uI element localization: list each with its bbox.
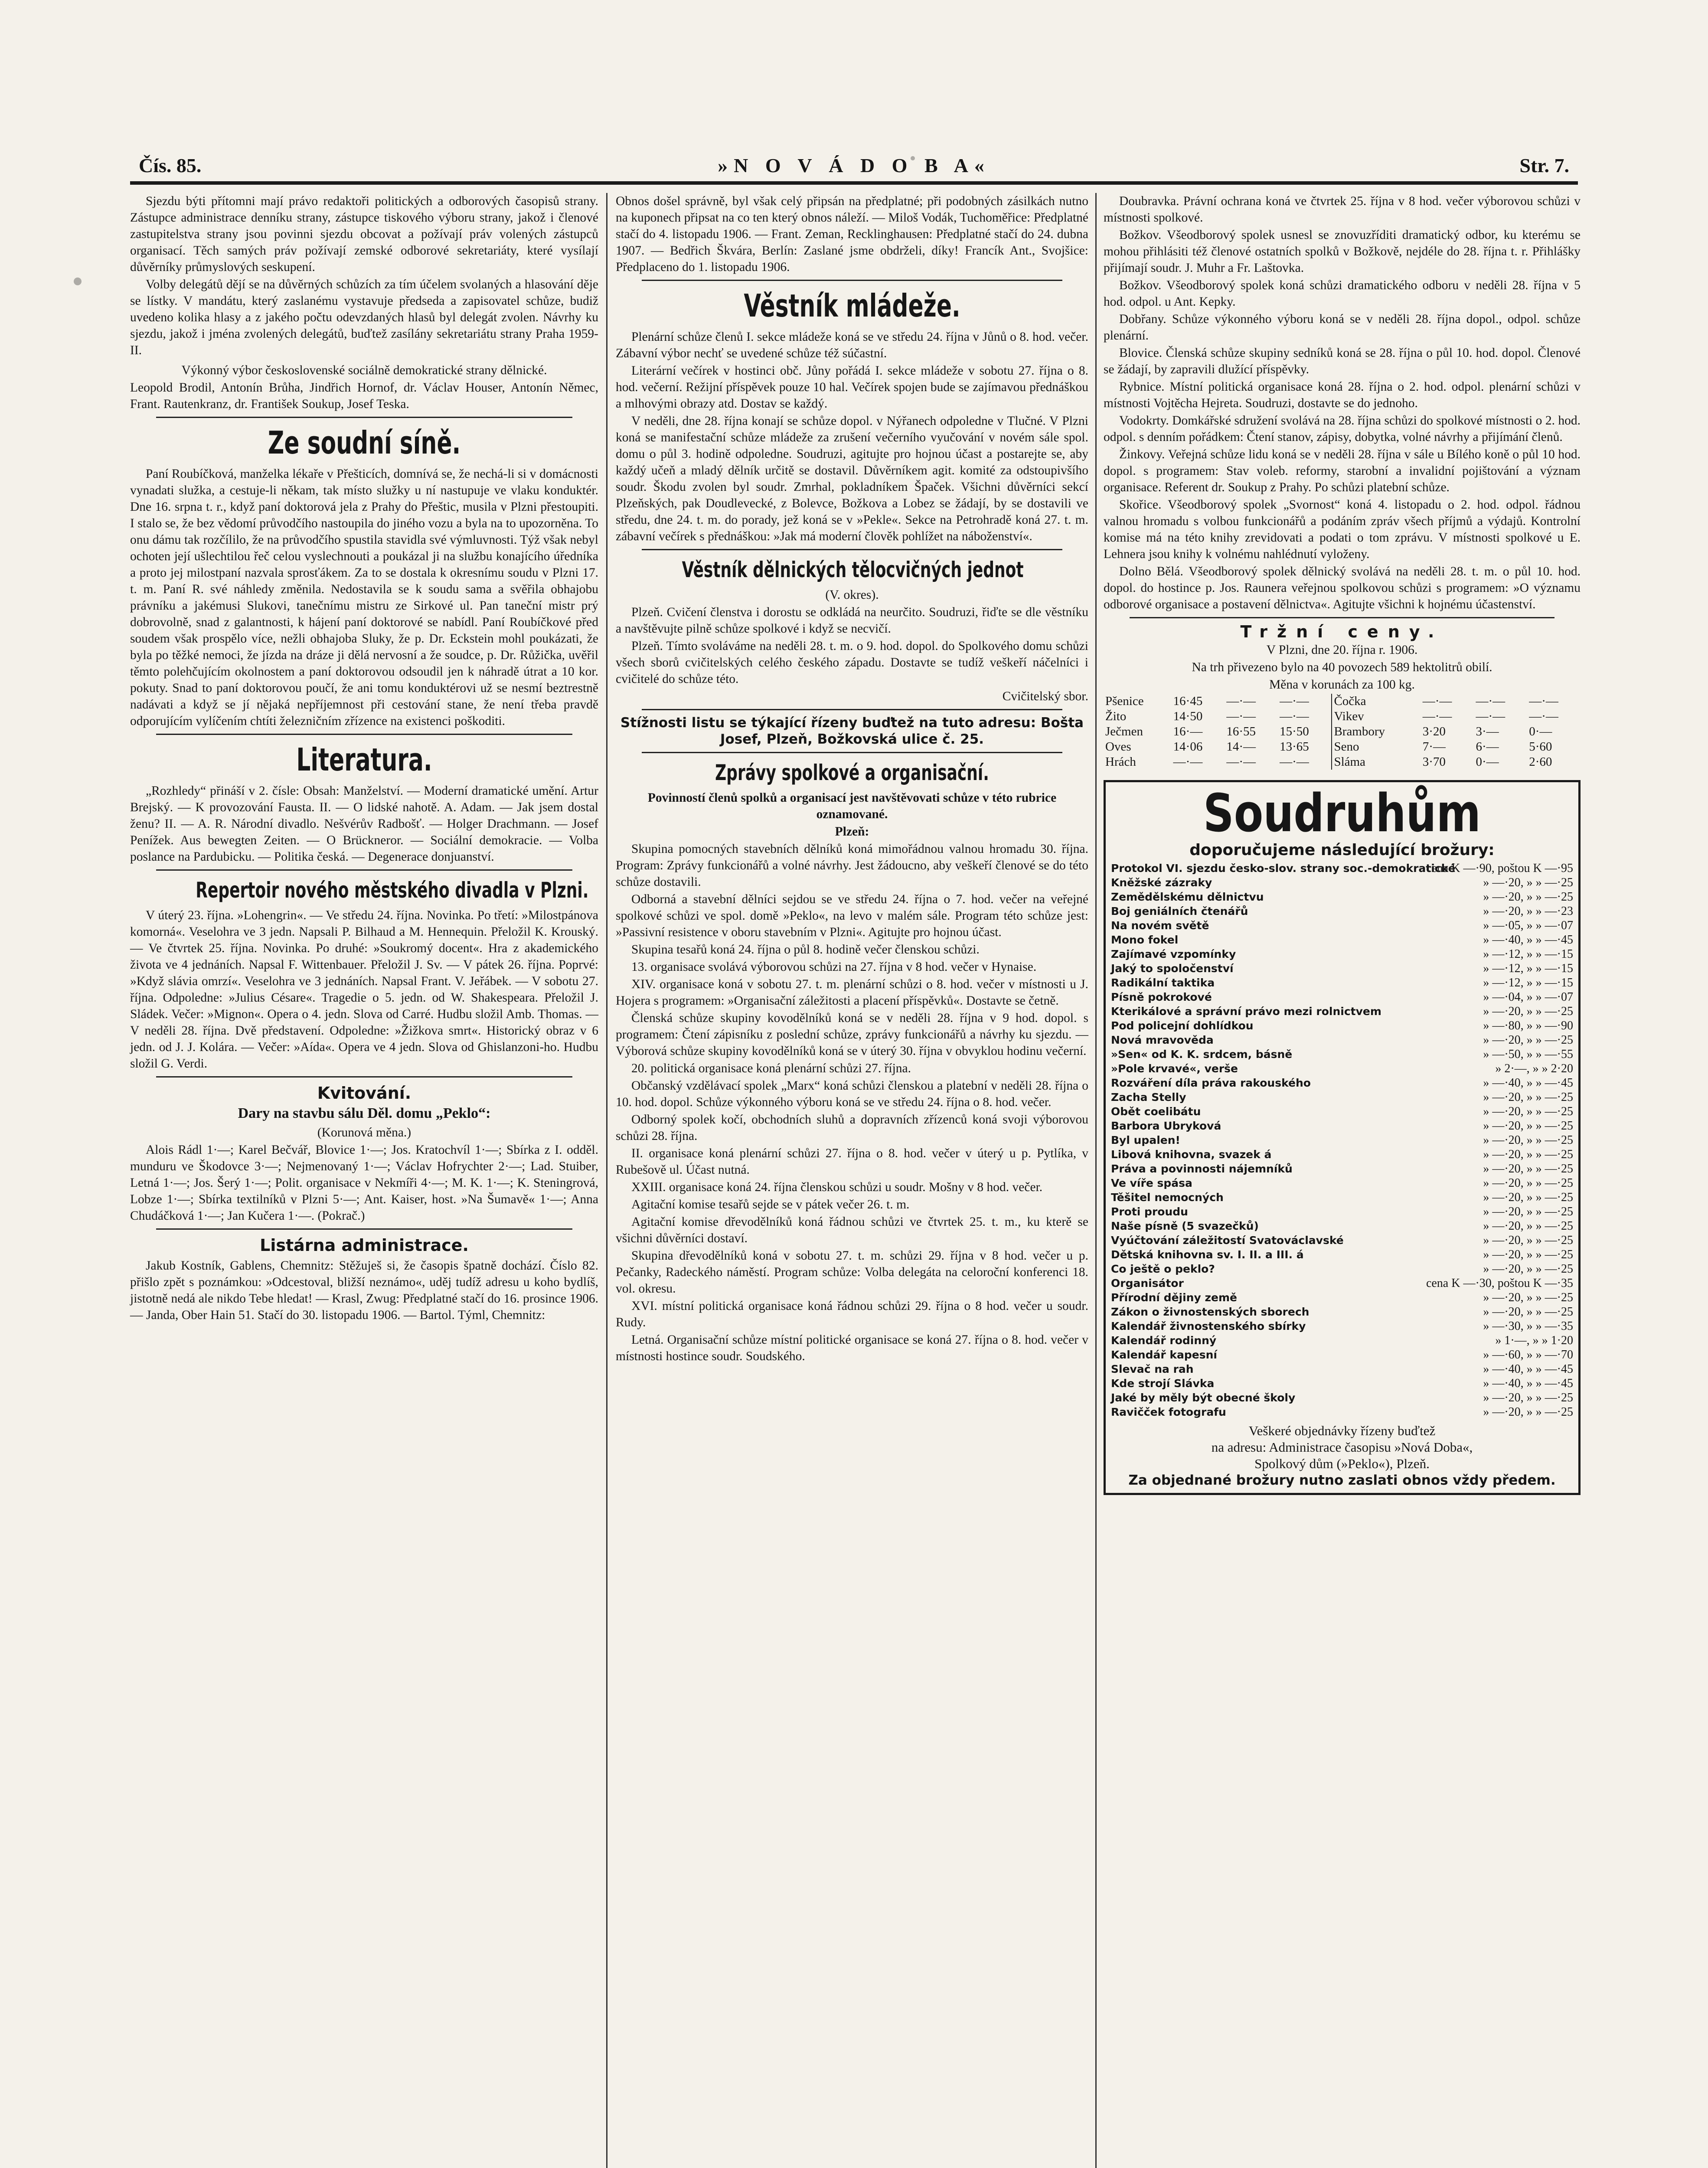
brochure-price: » —·20, » » —·25 — [1483, 1262, 1573, 1276]
market-cell: —·— — [1280, 694, 1309, 708]
market-cell: —·— — [1529, 709, 1558, 723]
brochure-title: Proti proudu — [1111, 1205, 1188, 1218]
brochure-price: » —·20, » » —·25 — [1483, 1133, 1573, 1147]
signature: Cvičitelský sbor. — [1002, 689, 1088, 703]
brochure-row — [1111, 1004, 1573, 1019]
paragraph: Dobřany. Schůze výkonného výboru koná se v neděli 28. října dopol., odpol. schůze plenární. — [1104, 312, 1581, 343]
divider — [156, 734, 572, 735]
market-cell: 2·60 — [1529, 755, 1552, 769]
brochure-title: Pod policejní dohlídkou — [1111, 1019, 1254, 1032]
market-cell: —·— — [1476, 694, 1506, 708]
brochure-row — [1111, 933, 1573, 947]
brochure-title: Zajímavé vzpomínky — [1111, 948, 1236, 960]
brochure-price: » —·20, » » —·25 — [1483, 1391, 1573, 1404]
market-cell: 14·06 — [1173, 740, 1203, 754]
paragraph: Skupina pomocných stavebních dělníků koná mimořádnou valnou hromadu 30. října. Program: Zprávy funkcionářů a volné návrhy. Jest žádoucno, aby veškeří členové se do této schůze dostavili. — [616, 842, 1088, 889]
brochure-price: » —·05, » » —·07 — [1483, 919, 1573, 932]
paragraph: Vodokrty. Domkářské sdružení svolává na 28. října schůzi do spolkové místnosti o 2. hod. odpol. s denním pořádkem: Čtení stanov, zápisy, dobytka, volné návrhy a přijímání členů. — [1104, 414, 1581, 444]
brochure-price: » —·20, » » —·25 — [1483, 1005, 1573, 1018]
brochure-title: Ravičček fotografu — [1111, 1406, 1226, 1418]
brochure-price: » —·20, » » —·25 — [1483, 876, 1573, 889]
brochure-title: Kněžské zázraky — [1111, 876, 1212, 889]
divider — [642, 280, 1062, 281]
brochure-price: » —·12, » » —·15 — [1483, 976, 1573, 989]
paragraph: Letná. Organisační schůze místní politické organisace se koná 27. října o 8. hod. večer v místnosti hostince soudr. Soudského. — [616, 1333, 1088, 1363]
brochure-price: » —·04, » » —·07 — [1483, 990, 1573, 1004]
brochure-title: Ve víře spása — [1111, 1177, 1192, 1189]
ad-footer-line: Za objednané brožury nutno zaslati obnos vždy předem. — [1128, 1473, 1556, 1488]
brochure-price: » —·20, » » —·25 — [1483, 890, 1573, 904]
paragraph: Agitační komise tesařů sejde se v pátek večer 26. t. m. — [631, 1198, 910, 1211]
brochure-title: Kterikálové a správní právo mezi rolnictvem — [1111, 1005, 1381, 1018]
brochure-title: Jaké by měly být obecné školy — [1111, 1391, 1296, 1404]
market-cell: —·— — [1280, 755, 1309, 769]
brochure-price: » —·50, » » —·55 — [1483, 1048, 1573, 1061]
market-cell: 16·— — [1173, 725, 1203, 738]
brochure-title: Nová mravověda — [1111, 1034, 1214, 1046]
committee-signature: Výkonný výbor československé sociálně demokratické strany dělnické. — [181, 363, 547, 377]
brochure-price: » —·20, » » —·25 — [1483, 1205, 1573, 1218]
divider — [1130, 617, 1555, 618]
paragraph: 20. politická organisace koná plenární schůzi 27. října. — [631, 1061, 911, 1075]
market-row — [1104, 709, 1581, 724]
brochure-title: Byl upalen! — [1111, 1134, 1180, 1146]
market-cell: 3·20 — [1422, 725, 1446, 738]
column-divider — [1095, 193, 1097, 2168]
brochure-row — [1111, 1190, 1573, 1205]
market-cell: Hrách — [1105, 755, 1136, 769]
brochure-title: Obět coelibátu — [1111, 1105, 1201, 1118]
market-cell: 14·— — [1226, 740, 1256, 754]
market-row — [1104, 694, 1581, 709]
ad-footer-line: na adresu: Administrace časopisu »Nová Doba«, — [1211, 1440, 1473, 1455]
brochure-row — [1111, 947, 1573, 961]
brochure-row — [1111, 1090, 1573, 1104]
brochure-title: Dětská knihovna sv. I. II. a III. á — [1111, 1248, 1304, 1261]
divider — [642, 709, 1062, 710]
page-header — [130, 150, 1578, 182]
brochure-title: »Sen« od K. K. srdcem, básně — [1111, 1048, 1293, 1061]
brochure-price: » —·20, » » —·25 — [1483, 1119, 1573, 1133]
paragraph: Odborný spolek kočí, obchodních sluhů a dopravních zřízenců koná svoji výborovou schůzi 28. října. — [616, 1113, 1088, 1143]
paragraph: Alois Rádl 1·—; Karel Bečvář, Blovice 1·—; Jos. Kratochvíl 1·—; Sbírka z I. odděl. munduru ve Škodovce 3·—; Nejmenovaný 1·—; Václav Hofrychter 2·—; Lad. Stuiber, Letná 1·—; Jos. Šerý 1·—; Polit. organisace v Nekmíři 4·—; M. K. 1·—; K. Steningrová, Lobze 1·—; Sbírka textilníků v Plzni 5·—; Ant. Kaiser, host. »Na Šumavě« 1·—; Anna Chudáčková 1·—; Jan Kučera 1·—. (Pokrač.) — [130, 1143, 598, 1223]
paragraph: Členská schůze skupiny kovodělníků koná se v neděli 28. října v 9 hod. dopol. s programem: Čtení zápisníku z poslední schůze, zprávy funkcionářů a návrhy ku sjezdu. — Výborová schůze skupiny kovodělníků koná se v úterý 30. října v obvyklou hodinu večerní. — [616, 1011, 1088, 1058]
paragraph: Božkov. Všeodborový spolek koná schůzi dramatického odboru v neděli 28. října v 5 hod. odpol. u Ant. Kepky. — [1104, 278, 1581, 309]
brochure-row — [1111, 1147, 1573, 1162]
brochure-title: Radikální taktika — [1111, 976, 1215, 989]
paragraph: Žinkovy. Veřejná schůze lidu koná se v neděli 28. října v sále u Bílého koně o půl 10 hod. dopol. s programem: Stav voleb. reformy, starobní a invalidní pojištování a význam organisace. Referent dr. Soukup z Prahy. Po schůzi platební schůze. — [1104, 447, 1581, 494]
brochure-title: Vyúčtování záležitostí Svatováclavské — [1111, 1234, 1344, 1247]
subheading: (V. okres). — [825, 588, 879, 602]
brochure-row — [1111, 1391, 1573, 1405]
brochure-row — [1111, 1333, 1573, 1348]
brochure-title: Barbora Ubryková — [1111, 1120, 1221, 1132]
paragraph: XVI. místní politická organisace koná řádnou schůzi 29. října o 8 hod. večer u soudr. Rudy. — [616, 1299, 1088, 1329]
brochure-price: » —·20, » » —·25 — [1483, 1291, 1573, 1304]
complaint-notice: Stížnosti listu se týkající řízeny buďtež na tuto adresu: Bošta Josef, Plzeň, Božkovská ulice č. 25. — [620, 715, 1084, 747]
market-date: V Plzni, dne 20. října r. 1906. — [1266, 643, 1418, 657]
market-cell: —·— — [1226, 709, 1256, 723]
brochure-price: » —·20, » » —·25 — [1483, 1305, 1573, 1319]
header-rule — [130, 181, 1578, 185]
section-heading: Repertoir nového městského divadla v Plzni. — [196, 878, 589, 903]
paragraph: Blovice. Členská schůze skupiny sedníků koná se 28. října o půl 10. hod. dopol. Členové se žádají, by zapravili dlužící příspěvky. — [1104, 346, 1581, 376]
ad-subtitle: doporučujeme následující brožury: — [1189, 841, 1495, 859]
brochure-price: » —·80, » » —·90 — [1483, 1019, 1573, 1032]
paragraph: Skořice. Všeodborový spolek „Svornost“ koná 4. listopadu o 2. hod. odpol. řádnou valnou hromadu s volbou funkcionářů a podáním zpráv všech příjmů a výdajů. Kontrolní komise má na této knihy zrevidovati a podati o tom zprávu. V místnosti spolkové u E. Lehnera jsou knihy k volnému nahlédnutí vyloženy. — [1104, 498, 1581, 561]
ink-blot — [74, 278, 82, 285]
paragraph: Volby delegátů dějí se na důvěrných schůzích za tím účelem svolaných a hlasování děje se lístky. V mandátu, který zaslanému vystavuje předseda a zapisovatel schůze, budiž uvedeno kolika hlasy a z jakého počtu odevzdaných hlasů byl delegát zvolen. Návrhy ku sjezdu, jakož i jména zvolených delegátů, buďtež zasílány sekretariátu strany Praha 1959-II. — [130, 278, 598, 357]
brochure-title: Slevač na rah — [1111, 1363, 1194, 1375]
brochure-row — [1111, 1247, 1573, 1262]
market-cell: 6·— — [1476, 740, 1499, 754]
brochure-row — [1111, 1019, 1573, 1033]
market-cell: 16·45 — [1173, 694, 1203, 708]
brochure-row — [1111, 990, 1573, 1004]
brochure-price: » —·40, » » —·45 — [1483, 933, 1573, 947]
brochure-row — [1111, 875, 1573, 890]
market-cell: 7·— — [1422, 740, 1446, 754]
section-heading: Věstník mládeže. — [744, 287, 960, 324]
section-lead: Povinností členů spolků a organisací jest navštěvovati schůze v této rubrice oznamované. — [647, 791, 1057, 821]
brochure-row — [1111, 1047, 1573, 1061]
brochure-row — [1111, 976, 1573, 990]
market-cell: —·— — [1422, 694, 1452, 708]
section-heading: Věstník dělnických tělocvičných jednot — [682, 557, 1024, 582]
brochure-price: » —·20, » » —·25 — [1483, 1248, 1573, 1261]
brochure-price: » —·20, » » —·25 — [1483, 1162, 1573, 1175]
page-number: Str. 7. — [1519, 154, 1569, 176]
brochure-row — [1111, 890, 1573, 904]
paragraph: Agitační komise dřevodělníků koná řádnou schůzi ve čtvrtek 25. t. m., ku kterě se všichni důvěrníci dostaví. — [616, 1215, 1088, 1245]
market-cell: Vikev — [1332, 709, 1421, 724]
brochure-price: » —·20, » » —·25 — [1483, 1105, 1573, 1118]
city-label: Plzeň: — [835, 825, 869, 839]
market-cell: Žito — [1105, 709, 1127, 723]
paragraph: Doubravka. Právní ochrana koná ve čtvrtek 25. října v 8 hod. večer výborovou schůzi v místnosti spolkové. — [1104, 194, 1581, 225]
brochure-title: Práva a povinnosti nájemníků — [1111, 1162, 1293, 1175]
market-cell: Sláma — [1332, 754, 1421, 770]
brochure-title: Zákon o živnostenských sborech — [1111, 1306, 1310, 1318]
market-cell: 0·— — [1476, 755, 1499, 769]
brochure-title: Písně pokrokové — [1111, 991, 1212, 1003]
market-cell: —·— — [1226, 694, 1256, 708]
divider — [156, 417, 572, 418]
section-heading: Kvitování. — [317, 1084, 411, 1103]
brochure-row — [1111, 1104, 1573, 1119]
brochure-row — [1111, 961, 1573, 976]
brochure-title: »Pole krvavé«, verše — [1111, 1062, 1238, 1075]
paragraph: XXIII. organisace koná 24. října členskou schůzi u soudr. Mošny v 8 hod. večer. — [631, 1180, 1043, 1194]
market-cell: Ječmen — [1105, 725, 1143, 738]
market-cell: 5·60 — [1529, 740, 1552, 754]
market-cell: Pšenice — [1105, 694, 1144, 708]
brochure-row — [1111, 1290, 1573, 1305]
paragraph: Obnos došel správně, byl však celý připsán na předplatné; při podobných zásilkách nutno na kuponech připsat na co ten který obnos náleží. — Miloš Vodák, Tuchoměřice: Předplatné stačí do 4. listopadu 1906. — Frant. Zeman, Recklinghausen: Předplatné stačí do 24. dubna 1907. — Bedřich Škvára, Berlín: Zaslané jsme obdrželi, díky! Francík Ant., Svojšice: Předplaceno do 1. listopadu 1906. — [616, 194, 1088, 274]
brochure-row — [1111, 1305, 1573, 1319]
market-cell: —·— — [1226, 755, 1256, 769]
masthead-title: »N O V Á D O B A« — [718, 154, 990, 176]
divider — [642, 752, 1062, 753]
paragraph: Dolno Bělá. Všeodborový spolek dělnický svolává na neděli 28. t. m. o půl 10. hod. dopol. do hostince p. Jos. Raunera veřejnou spolkovou schůzi s programem: »O významu odborové organisace a postavení dělnictva«. Agitujte všichni k hojnému účastenství. — [1104, 565, 1581, 611]
market-cell: —·— — [1476, 709, 1506, 723]
brochure-row — [1111, 1405, 1573, 1419]
brochure-row — [1111, 1233, 1573, 1247]
market-currency: Měna v korunách za 100 kg. — [1269, 678, 1415, 692]
brochure-title: Naše písně (5 svazečků) — [1111, 1220, 1259, 1232]
committee-names: Leopold Brodil, Antonín Brůha, Jindřich Hornof, dr. Václav Houser, Antonín Němec, Frant. Rautenkranz, dr. František Soukup, Josef Teska. — [130, 381, 598, 411]
market-cell: 14·50 — [1173, 709, 1203, 723]
paragraph: 13. organisace svolává výborovou schůzi na 27. října v 8 hod. večer v Hynaise. — [631, 960, 1037, 974]
brochure-price: cena K —·30, poštou K —·35 — [1426, 1277, 1573, 1290]
brochure-price: » —·20, » » —·25 — [1483, 1148, 1573, 1161]
brochure-title: Rozváření díla práva rakouského — [1111, 1077, 1311, 1089]
brochure-price: » 1·—, » » 1·20 — [1495, 1334, 1573, 1347]
brochure-price: » —·20, » » —·25 — [1483, 1176, 1573, 1190]
brochure-price: » —·20, » » —·25 — [1483, 1091, 1573, 1104]
paragraph: Plzeň. Cvičení členstva i dorostu se odkládá na neurčito. Soudruzi, řiďte se dle věstníku a navštěvujte pilně schůze spolkové i když se necvičí. — [616, 605, 1088, 636]
brochure-row — [1111, 1205, 1573, 1219]
paragraph: Plzeň. Tímto svoláváme na neděli 28. t. m. o 9. hod. dopol. do Spolkového domu schůzi všech sborů cvičitelských celého českého západu. Dostavte se tudíž veškeří náčelníci i cvičitelé do schůze této. — [616, 639, 1088, 686]
market-cell: 3·— — [1476, 725, 1499, 738]
paragraph: Odborná a stavební dělníci sejdou se ve středu 24. října o 7. hod. večer na veřejné spolkové schůzi ve spol. domě »Peklo«, na levo v malém sále. Program této schůze jest: »Passivní resistence v oboru stavebním v Plzni«. Agitujte pro hojnou účast. — [616, 892, 1088, 939]
section-heading: Literatura. — [296, 741, 432, 778]
column-1 — [130, 193, 598, 2168]
paragraph: Rybnice. Místní politická organisace koná 28. října o 2. hod. odpol. plenární schůzi v místnosti Vojtěcha Hejreta. Soudruzi, dostavte se do jednoho. — [1104, 380, 1581, 410]
brochure-title: Kalendář kapesní — [1111, 1348, 1217, 1361]
market-supply: Na trh přivezeno bylo na 40 povozech 589 hektolitrů obilí. — [1192, 660, 1492, 674]
brochure-title: Těšitel nemocných — [1111, 1191, 1224, 1204]
brochure-title: Kalendář rodinný — [1111, 1334, 1217, 1347]
brochure-advertisement — [1104, 780, 1581, 1495]
paragraph: V neděli, dne 28. října konají se schůze dopol. v Nýřanech odpoledne v Tlučné. V Plzni koná se manifestační schůze mládeže za zrušení večerního vyučování v novém sále spol. domu o půl 3. hodině odpoledne. Soudruzi, agitujte pro hojnou účast a postarejte se, aby každý učeň a mladý dělník určitě se dostavil. Důvěrníkem agit. komité za odstoupivšího soudr. Škodu zvolen byl soudr. Zmrhal, pokladníkem Špaček. Všichni důvěrníci sekcí Plzeňských, pak Doudlevecké, z Bolevce, Božkova a Lobez se žádají, by se dostavili ve středu, dne 24. t. m. do porady, jež koná se v »Pekle«. Sekce na Petrohradě koná 27. t. m. zábavní večírek s přednáškou: »Jak má moderní člověk pohlížet na náboženství«. — [616, 414, 1088, 543]
market-cell: —·— — [1173, 755, 1203, 769]
ad-title: Soudruhům — [1203, 784, 1481, 844]
paragraph: Literární večírek v hostinci obč. Jůny pořádá I. sekce mládeže v sobotu 27. října o 8. hod. večerní. Režijní příspěvek pouze 10 hal. Večírek spojen bude se zajímavou přednáškou a mlhovými obrazy atd. Dostav se každý. — [616, 364, 1088, 411]
market-cell: 15·50 — [1280, 725, 1309, 738]
paragraph: Božkov. Všeodborový spolek usnesl se znovuzříditi dramatický odbor, ku kterému se mohou přihlásiti též členové ostatních spolků v Božkově, nejdéle do 28. října t. r. Přihlášky přijímají soudr. J. Muhr a Fr. Laštovka. — [1104, 228, 1581, 275]
brochure-price: » —·60, » » —·70 — [1483, 1348, 1573, 1362]
paragraph: V úterý 23. října. »Lohengrin«. — Ve středu 24. října. Novinka. Po třetí: »Milostpánova komorná«. Veselohra ve 3 jedn. Napsali P. Bilhaud a M. Hennequin. Přeložil K. Krouský. — Ve čtvrtek 25. října. Novinka. Po druhé: »Soukromý docent«. Hra z akademického života ve 4 jednáních. Napsal F. Wittenbauer. Přeložil J. Sv. — V pátek 26. října. Poprvé: »Když slávia omrzí«. Veselohra ve 3 jednáních. Napsal Frant. V. Jeřábek. — V sobotu 27. října. Odpoledne: »Julius Césare«. Tragedie o 5. jedn. od W. Shakespeara. Přeložil J. Sládek. Večer: »Mignon«. Opera o 4. jedn. Slova od Carré. Hudbu složil Amb. Thomas. — V neděli 28. října. Dvě představení. Odpoledne: »Žižkova smrt«. Historický obraz v 6 jedn. od J. J. Kolára. — Večer: »Aída«. Opera ve 4 jedn. Slova od Ghislanzoni-ho. Hudbu složil G. Verdi. — [130, 908, 598, 1071]
paragraph: Paní Roubíčková, manželka lékaře v Přešticích, domnívá se, že nechá-li si v domácnosti vynadati služka, a cestuje-li někam, tak místo služky u ní nastupuje ve vlaku konduktér. Dne 16. srpna t. r., když paní doktorová jela z Prahy do Přeštic, musila v Plzni přestoupiti. I stalo se, že bez vědomí průvodčího nastoupila do jiného vozu a byla na to upozorněna. To onu dámu tak rozčílilo, že na průvodčího spustila stavidla své výmluvnosti. Týž však nebyl ochoten její ušlechtilou řeč celou vyslechnouti a poukázal ji na službu konajícího úředníka a proto jej milostpaní nazvala sprosťákem. Za to se dostala k okresnímu soudu v Plzni 17. t. m. Paní R. své náhledy změnila. Nedostavila se k soudu sama a svěřila obhajobu právníku a jakémusi Slukovi, tanečnímu mistru ze Sirkové ul. Pan taneční mistr prý dobrovolně, snad z galantnosti, k hájení paní doktorové se nabídl. Paní Roubíčkové před soudem však prospělo více, nežli obhajoba Sluky, že p. Dr. Eckstein mohl poukázati, že byla po těžké nemoci, že jízda na dráze ji dělá nervosní a že soudce, p. Dr. Růžička, uvěřil těmto polehčujícím okolnostem a paní doktorovou odsoudil jen k náhradě útrat a 10 kor. pokuty. Snad to paní doktorovou poučí, že ani tomu konduktérovi už se nesmí beztrestně nadávati a když se jí nějaká nepříjemnost při cestování stane, že není třeba pravdě odporujícím vylíčením chtíti železničním zřízence na existenci poškoditi. — [130, 467, 598, 728]
brochure-price: » —·40, » » —·45 — [1483, 1377, 1573, 1390]
market-cell: —·— — [1529, 694, 1558, 708]
issue-number: Čís. 85. — [139, 154, 202, 176]
brochure-title: Na novém světě — [1111, 919, 1209, 932]
paragraph: Skupina tesařů koná 24. října o půl 8. hodině večer členskou schůzi. — [631, 943, 980, 957]
brochure-title: Organisátor — [1111, 1277, 1184, 1290]
market-row — [1104, 739, 1581, 754]
brochure-row — [1111, 1376, 1573, 1391]
market-row — [1104, 724, 1581, 739]
brochure-title: Kde strojí Slávka — [1111, 1377, 1215, 1390]
market-cell: 13·65 — [1280, 740, 1309, 754]
brochure-title: Boj geniálních čtenářů — [1111, 905, 1248, 917]
brochure-price: » —·20, » » —·25 — [1483, 1033, 1573, 1047]
brochure-row — [1111, 904, 1573, 918]
brochure-title: Jaký to spoločenství — [1111, 962, 1234, 975]
brochure-title: Zacha Stelly — [1111, 1091, 1186, 1104]
paragraph: II. organisace koná plenární schůzi 27. října o 8. hod. večer v úterý u p. Pytlíka, v Rubešově ul. Účast nutná. — [616, 1146, 1088, 1177]
divider — [156, 869, 572, 871]
market-cell: 0·— — [1529, 725, 1552, 738]
market-cell: 16·55 — [1226, 725, 1256, 738]
brochure-price: » —·40, » » —·45 — [1483, 1076, 1573, 1090]
brochure-row — [1111, 861, 1573, 875]
brochure-title: Mono fokel — [1111, 934, 1179, 946]
brochure-title: Přírodní dějiny země — [1111, 1291, 1237, 1304]
brochure-title: Protokol VI. sjezdu česko-slov. strany soc.-demokratické — [1111, 862, 1456, 875]
ad-footer-line: Veškeré objednávky řízeny buďtež — [1248, 1423, 1436, 1438]
column-2 — [616, 193, 1088, 2168]
brochure-price: » —·12, » » —·15 — [1483, 947, 1573, 961]
brochure-row — [1111, 1119, 1573, 1133]
brochure-row — [1111, 1319, 1573, 1333]
paragraph: XIV. organisace koná v sobotu 27. t. m. plenární schůzi o 8. hod. večer v místnosti u J. Hojera s programem: »Organisační záležitosti a placení příspěvků«. Dostavte se četně. — [616, 977, 1088, 1008]
brochure-price: » —·12, » » —·15 — [1483, 962, 1573, 975]
brochure-row — [1111, 1276, 1573, 1290]
ink-blot — [911, 156, 915, 160]
brochure-price: » —·20, » » —·25 — [1483, 1405, 1573, 1419]
paragraph: Občanský vzdělávací spolek „Marx“ koná schůzi členskou a platební v neděli 28. října o 10. hod. dopol. Schůze výkonného výboru koná se ve středu 24. října o 8. hod. večer. — [616, 1079, 1088, 1109]
brochure-row — [1111, 1133, 1573, 1147]
brochure-row — [1111, 1162, 1573, 1176]
section-heading: Zprávy spolkové a organisační. — [715, 760, 989, 785]
brochure-row — [1111, 918, 1573, 933]
column-divider — [606, 193, 607, 2168]
brochure-price: » —·40, » » —·45 — [1483, 1362, 1573, 1376]
brochure-list — [1111, 861, 1573, 1419]
paragraph: Jakub Kostník, Gablens, Chemnitz: Stěžuješ si, že časopis špatně dochází. Číslo 82. přišlo zpět s poznámkou: »Odcestoval, bližší neznámo«, uděj tudíž adresu u koho bydlíš, jistotně nedá ale nikdo Tebe hledat! — Krasl, Zwug: Předplatné stačí do 16. prosince 1906. — Janda, Ober Hain 51. Stačí do 30. listopadu 1906. — Bartol. Týml, Chemnitz: — [130, 1259, 598, 1322]
section-heading: Ze soudní síně. — [268, 424, 461, 461]
ad-footer — [1111, 1423, 1573, 1489]
brochure-price: » —·20, » » —·25 — [1483, 1219, 1573, 1233]
currency-note: (Korunová měna.) — [317, 1126, 411, 1140]
brochure-row — [1111, 1219, 1573, 1233]
brochure-row — [1111, 1362, 1573, 1376]
market-cell: —·— — [1280, 709, 1309, 723]
market-price-table — [1104, 694, 1581, 770]
brochure-row — [1111, 1348, 1573, 1362]
divider — [156, 1228, 572, 1230]
divider — [156, 1076, 572, 1077]
market-cell: —·— — [1422, 709, 1452, 723]
divider — [642, 549, 1062, 550]
subheading: Dary na stavbu sálu Děl. domu „Peklo“: — [238, 1105, 491, 1121]
brochure-row — [1111, 1076, 1573, 1090]
market-cell: Oves — [1105, 740, 1131, 754]
market-cell: Seno — [1332, 739, 1421, 754]
brochure-title: Libová knihovna, svazek á — [1111, 1148, 1272, 1161]
brochure-price: » —·20, » » —·23 — [1483, 904, 1573, 918]
brochure-title: Kalendář živnostenského sbírky — [1111, 1320, 1306, 1332]
ad-footer-line: Spolkový dům (»Peklo«), Plzeň. — [1254, 1456, 1430, 1471]
brochure-price: » 2·—, » » 2·20 — [1495, 1062, 1573, 1075]
column-3 — [1104, 193, 1581, 2168]
market-cell: Čočka — [1332, 694, 1421, 709]
brochure-price: » —·30, » » —·35 — [1483, 1319, 1573, 1333]
paragraph: Skupina dřevodělníků koná v sobotu 27. t. m. schůzi 29. října v 8 hod. večer u p. Pečanky, Radeckého náměstí. Program schůze: Volba delegáta na celoroční konferenci 18. vol. okresu. — [616, 1249, 1088, 1296]
brochure-row — [1111, 1262, 1573, 1276]
brochure-price: » —·20, » » —·25 — [1483, 1191, 1573, 1204]
brochure-price: » —·20, » » —·25 — [1483, 1234, 1573, 1247]
market-prices-heading: Tržní ceny. — [1240, 622, 1444, 641]
brochure-price: cena K —·90, poštou K —·95 — [1426, 862, 1573, 875]
market-row — [1104, 754, 1581, 770]
brochure-row — [1111, 1061, 1573, 1076]
brochure-title: Co ještě o peklo? — [1111, 1263, 1215, 1275]
paragraph: „Rozhledy“ přináší v 2. čísle: Obsah: Manželství. — Moderní dramatické umění. Artur Brejský. — K provozování Fausta. II. — O lidské nahotě. A. Adam. — Jak jsem dostal ženu? II. — A. R. Národní divadlo. Nešvérův Radbošť. — Holger Drachmann. — Josef Penížek. Aus bewegten Zeiten. — O Brückneror. — Sociální demokracie. — Volba poslance na Pardubicku. — Politika česká. — Degenerace donjuanství. — [130, 784, 598, 864]
paragraph: Plenární schůze členů I. sekce mládeže koná se ve středu 24. října v Jůnů o 8. hod. večer. Zábavní výbor nechť se uvedené schůze též súčastní. — [616, 330, 1088, 360]
paragraph: Sjezdu býti přítomni mají právo redaktoři politických a odborových časopisů strany. Zástupce administrace denníku strany, zástupce tiskového výboru strany, jakož i členové zastupitelstva strany jsou povinni sjezdu obcovat a požívají práv volených zástupců organisací. Těch samých práv požívají zemské odborové sekretariáty, které vysílají důvěrníky průmyslových seskupení. — [130, 194, 598, 274]
market-cell: Brambory — [1332, 724, 1421, 739]
brochure-row — [1111, 1176, 1573, 1190]
section-heading: Listárna administrace. — [260, 1236, 469, 1255]
market-cell: 3·70 — [1422, 755, 1446, 769]
brochure-title: Zemědělskému dělnictvu — [1111, 891, 1264, 903]
brochure-row — [1111, 1033, 1573, 1047]
